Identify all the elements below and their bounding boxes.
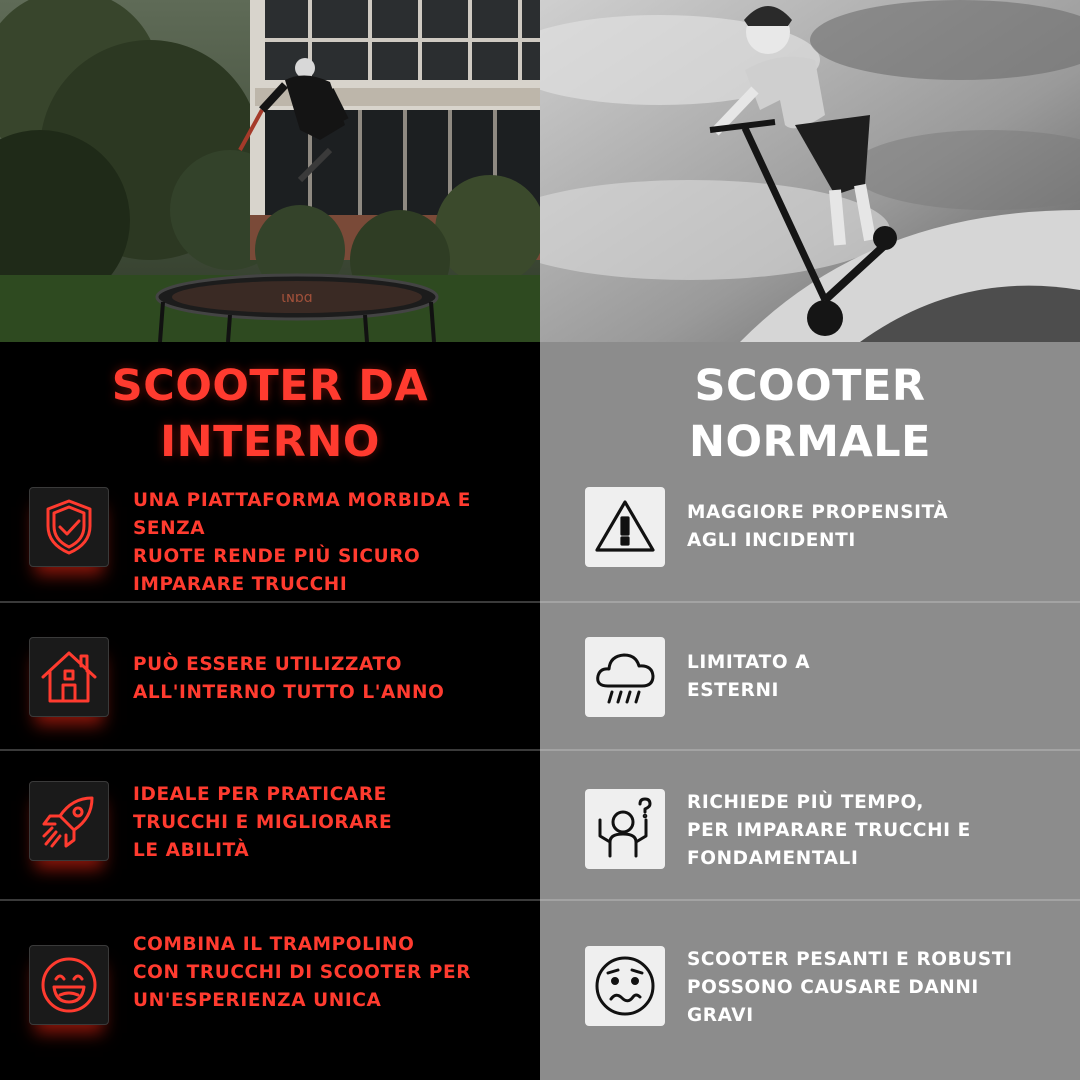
item-line: RICHIEDE PIÙ TEMPO, [687,792,925,813]
normal-item-text [687,649,1057,705]
normal-item-text [687,499,1057,555]
indoor-item-text [133,487,513,599]
indoor-item-text [133,781,513,865]
item-line: ESTERNI [687,680,780,701]
normal-item-text [687,946,1057,1030]
warning-icon [585,487,665,567]
item-line: LE ABILITÀ [133,840,250,861]
svg-text:ιɴɒɑ: ιɴɒɑ [281,290,313,306]
kid-scooter-photo [540,0,1080,342]
rocket-icon [29,781,109,861]
item-line: IMPARARE TRUCCHI [133,574,348,595]
rain-cloud-icon [585,637,665,717]
item-line: POSSONO CAUSARE DANNI [687,977,979,998]
item-line: AGLI INCIDENTI [687,530,856,551]
item-line: UNA PIATTAFORMA MORBIDA E SENZA [133,490,472,539]
item-line: GRAVI [687,1005,754,1026]
row-divider [540,749,1080,751]
item-line: PER IMPARARE TRUCCHI E [687,820,971,841]
item-line: PUÒ ESSERE UTILIZZATO [133,654,403,675]
normal-item-text [687,789,1057,873]
item-line: CON TRUCCHI DI SCOOTER PER [133,962,472,983]
laughing-face-icon [29,945,109,1025]
row-divider [540,899,1080,901]
shield-check-icon [29,487,109,567]
worried-face-icon [585,946,665,1026]
item-line: IDEALE PER PRATICARE [133,784,387,805]
indoor-heading-line1: SCOOTER DA [111,361,429,411]
item-line: ALL'INTERNO TUTTO L'ANNO [133,682,445,703]
item-line: RUOTE RENDE PIÙ SICURO [133,546,421,567]
row-divider [0,899,540,901]
indoor-item-text [133,931,513,1015]
normal-heading-line1: SCOOTER [694,361,926,411]
item-line: SCOOTER PESANTI E ROBUSTI [687,949,1013,970]
normal-scooter-column [540,0,1080,1080]
indoor-item-text [133,651,513,707]
row-divider [0,601,540,603]
confused-person-icon [585,789,665,869]
normal-heading-line2: NORMALE [689,417,931,467]
trampoline-photo [0,0,540,342]
row-divider [540,601,1080,603]
item-line: LIMITATO A [687,652,811,673]
indoor-heading-line2: INTERNO [160,417,380,467]
item-line: COMBINA IL TRAMPOLINO [133,934,415,955]
item-line: FONDAMENTALI [687,848,859,869]
normal-heading [540,358,1080,470]
house-icon [29,637,109,717]
indoor-heading [0,358,540,470]
row-divider [0,749,540,751]
item-line: MAGGIORE PROPENSITÀ [687,502,949,523]
item-line: TRUCCHI E MIGLIORARE [133,812,393,833]
item-line: UN'ESPERIENZA UNICA [133,990,382,1011]
